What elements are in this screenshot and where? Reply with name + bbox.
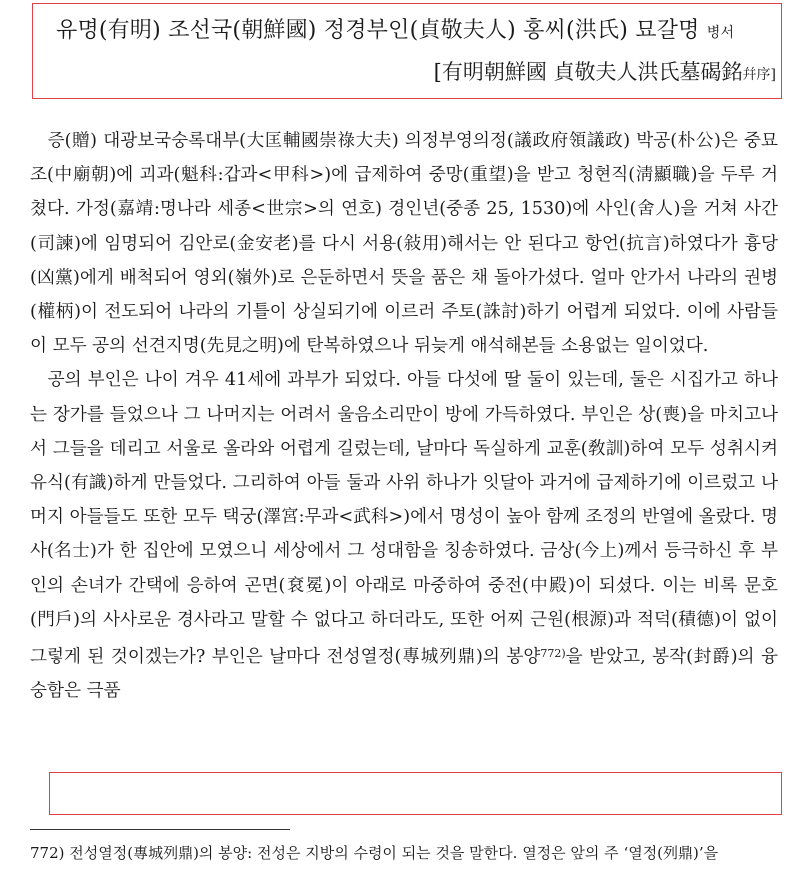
paragraph-1: 증(贈) 대광보국숭록대부(大匡輔國崇祿大夫) 의정부영의정(議政府領議政) 박공(朴公)은 중묘조(中廟朝)에 괴과(魁科:갑과<甲科>)에 급제하여 중망(重望)을 받고 청현직(淸顯職)을 두루 거쳤다. 가정(嘉靖:명나라 세종<世宗>의 연호) 경인년(중종 25, 1530)에 사인(舍人)을 거쳐 사간(司諫)에 임명되어 김안로(金安老)를 다시 서용(敍用)해서는 안 된다고 항언(抗言)하였다가 흉당(凶黨)에게 배척되어 영외(嶺外)로 은둔하면서 뜻을 품은 채 돌아가셨다. 얼마 안가서 나라의 권병(權柄)이 전도되어 나라의 기틀이 상실되기에 이르러 주토(誅討)하기 어렵게 되었다. 이에 사람들이 모두 공의 선견지명(先見之明)에 탄복하였으나 뒤늦게 애석해본들 소용없는 일이었다. — [30, 131, 778, 357]
footnote: 772) 전성열정(專城列鼎)의 봉양: 전성은 지방의 수령이 되는 것을 말한다. 열정은 앞의 주 ‘열정(列鼎)’을 — [30, 844, 719, 862]
title-suffix: 병서 — [706, 25, 735, 41]
title-hanja-suffix: 幷序] — [742, 67, 776, 83]
document-title — [56, 13, 776, 44]
paragraph-2-text: 공의 부인은 나이 겨우 41세에 과부가 되었다. 아들 다섯에 딸 둘이 있는데, 둘은 시집가고 하나는 장가를 들었으나 그 나머지는 어려서 울음소리만이 방에 가득하였다. 부인은 상(喪)을 마치고나서 그들을 데리고 서울로 올라와 어렵게 길렀는데, 날마다 독실하게 교훈(敎訓)하여 모두 성취시켜 유식(有識)하게 만들었다. 그리하여 아들 둘과 사위 하나가 잇달아 과거에 급제하기에 이르렀고 나머지 아들들도 또한 모두 택궁(澤宮:무과<武科>)에서 명성이 높아 함께 조정의 반열에 올랐다. 명사(名士)가 한 집안에 모였으니 세상에서 그 성대함을 칭송하였다. 금상(今上)께서 등극하신 후 부인의 손녀가 간택에 응하여 곤면(袞冕)이 아래로 마중하여 중전(中殿)이 되셨다. 이는 비록 문호(門戶)의 사사로운 경사라고 말할 수 없다고 하더라도, 또한 어찌 근원(根源)과 적덕(積德)이 없이 그렇게 된 것이겠는가? 부인은 날마다 전성열정(專城列鼎)의 봉양 — [30, 370, 778, 668]
paragraph-2 — [30, 363, 778, 708]
title-main: 유명(有明) 조선국(朝鮮國) 정경부인(貞敬夫人) 홍씨(洪氏) 묘갈명 — [56, 18, 700, 43]
title-hanja-main: [有明朝鮮國 貞敬夫人洪氏墓碣銘 — [433, 60, 743, 84]
footnote-divider — [30, 829, 290, 830]
paragraph-2-tail: 을 받았고, 봉작(封爵)의 융숭함은 극품 — [30, 647, 778, 702]
body-text — [30, 124, 778, 708]
footnote-reference[interactable]: 772) — [540, 647, 566, 661]
passage-highlight-box — [49, 772, 782, 815]
document-title-hanja — [434, 56, 776, 86]
